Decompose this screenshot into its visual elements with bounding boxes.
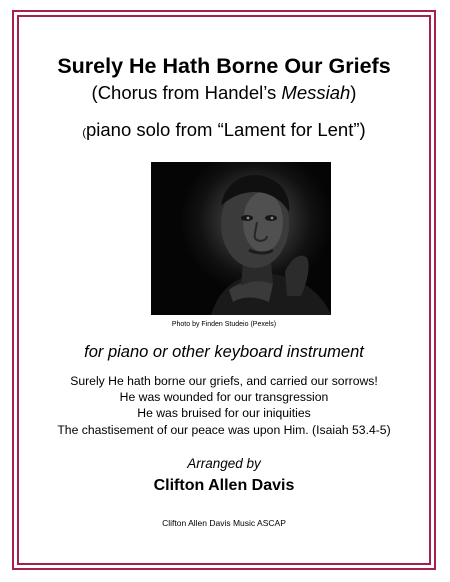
subtitle-piano-solo: [17, 118, 431, 145]
lyrics-line: He was wounded for our transgression: [119, 390, 329, 405]
subtitle-work: Messiah: [281, 82, 351, 103]
lyrics-line: The chastisement of our peace was upon Him. (Isaiah 53.4-5): [57, 422, 391, 437]
lyrics-line: Surely He hath borne our griefs, and carried our sorrows!: [70, 374, 378, 388]
subtitle-prefix: (Chorus from Handel’s: [91, 82, 282, 103]
photo-credit: Photo by Finden Studeio (Pexels): [171, 321, 277, 328]
subtitle2-text: piano solo from “Lament for Lent”): [85, 119, 366, 140]
portrait-photo: [151, 162, 331, 315]
lyrics-block: [17, 373, 431, 438]
page-title: Surely He Hath Borne Our Griefs: [57, 54, 391, 78]
arranger-name: Clifton Allen Davis: [153, 477, 295, 494]
subtitle2-open-paren: (: [82, 127, 86, 139]
instrumentation: for piano or other keyboard instrument: [84, 343, 364, 361]
lyrics-line: He was bruised for our iniquities: [137, 406, 311, 421]
arranged-by-label: Arranged by: [187, 456, 261, 471]
publisher: Clifton Allen Davis Music ASCAP: [162, 518, 286, 528]
cover-page: [17, 15, 431, 565]
portrait-illustration: [151, 162, 331, 315]
subtitle-suffix: ): [350, 82, 357, 103]
subtitle-chorus: [17, 81, 431, 105]
